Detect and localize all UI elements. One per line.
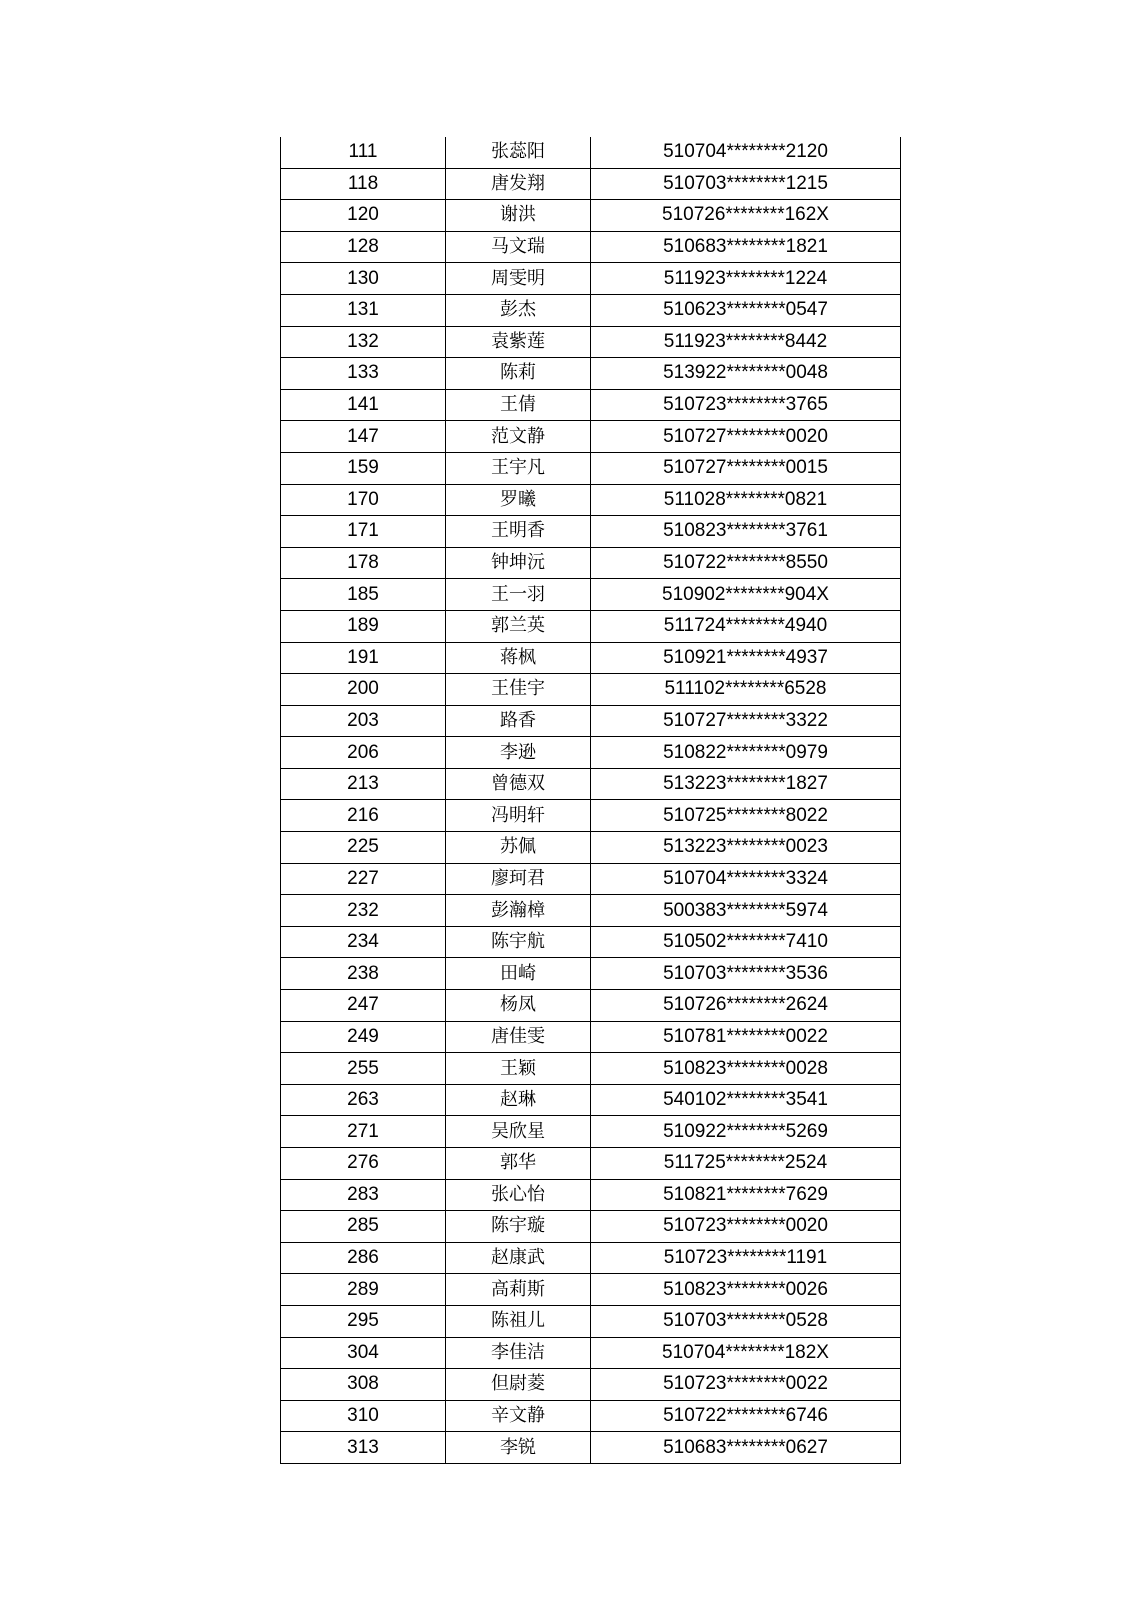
name-cell: 袁紫莲 <box>446 326 591 358</box>
name-cell: 杨凤 <box>446 990 591 1022</box>
row-number-cell: 310 <box>281 1400 446 1432</box>
table-row <box>281 168 901 200</box>
table-row <box>281 263 901 295</box>
row-number-cell: 308 <box>281 1369 446 1401</box>
name-cell: 彭杰 <box>446 294 591 326</box>
id-number-cell: 510722********8550 <box>591 547 901 579</box>
row-number-cell: 227 <box>281 863 446 895</box>
id-number-cell: 510922********5269 <box>591 1116 901 1148</box>
id-number-cell: 510502********7410 <box>591 926 901 958</box>
row-number-cell: 133 <box>281 358 446 390</box>
id-number-cell: 511028********0821 <box>591 484 901 516</box>
table-row <box>281 895 901 927</box>
roster-table <box>280 137 901 1464</box>
id-number-cell: 510821********7629 <box>591 1179 901 1211</box>
name-cell: 王宇凡 <box>446 452 591 484</box>
id-number-cell: 510823********3761 <box>591 516 901 548</box>
row-number-cell: 185 <box>281 579 446 611</box>
row-number-cell: 283 <box>281 1179 446 1211</box>
table-row <box>281 452 901 484</box>
row-number-cell: 295 <box>281 1305 446 1337</box>
row-number-cell: 313 <box>281 1432 446 1464</box>
row-number-cell: 147 <box>281 421 446 453</box>
row-number-cell: 213 <box>281 768 446 800</box>
row-number-cell: 130 <box>281 263 446 295</box>
id-number-cell: 510723********1191 <box>591 1242 901 1274</box>
table-row <box>281 579 901 611</box>
name-cell: 马文瑞 <box>446 231 591 263</box>
table-row <box>281 137 901 168</box>
name-cell: 郭兰英 <box>446 610 591 642</box>
row-number-cell: 206 <box>281 737 446 769</box>
name-cell: 路香 <box>446 705 591 737</box>
name-cell: 李逊 <box>446 737 591 769</box>
row-number-cell: 255 <box>281 1053 446 1085</box>
table-row <box>281 610 901 642</box>
name-cell: 但尉菱 <box>446 1369 591 1401</box>
table-row <box>281 200 901 232</box>
id-number-cell: 510725********8022 <box>591 800 901 832</box>
row-number-cell: 118 <box>281 168 446 200</box>
id-number-cell: 510623********0547 <box>591 294 901 326</box>
name-cell: 李佳洁 <box>446 1337 591 1369</box>
row-number-cell: 131 <box>281 294 446 326</box>
table-row <box>281 1179 901 1211</box>
id-number-cell: 510823********0028 <box>591 1053 901 1085</box>
id-number-cell: 511923********8442 <box>591 326 901 358</box>
name-cell: 张心怡 <box>446 1179 591 1211</box>
id-number-cell: 511102********6528 <box>591 674 901 706</box>
name-cell: 李锐 <box>446 1432 591 1464</box>
id-number-cell: 513223********0023 <box>591 832 901 864</box>
row-number-cell: 276 <box>281 1148 446 1180</box>
table-row <box>281 990 901 1022</box>
roster-table-body <box>281 137 901 1463</box>
name-cell: 谢洪 <box>446 200 591 232</box>
name-cell: 郭华 <box>446 1148 591 1180</box>
table-row <box>281 231 901 263</box>
name-cell: 张蕊阳 <box>446 137 591 168</box>
id-number-cell: 510823********0026 <box>591 1274 901 1306</box>
table-row <box>281 863 901 895</box>
name-cell: 蒋枫 <box>446 642 591 674</box>
id-number-cell: 510683********0627 <box>591 1432 901 1464</box>
id-number-cell: 511725********2524 <box>591 1148 901 1180</box>
name-cell: 陈祖儿 <box>446 1305 591 1337</box>
name-cell: 王倩 <box>446 389 591 421</box>
row-number-cell: 286 <box>281 1242 446 1274</box>
row-number-cell: 285 <box>281 1211 446 1243</box>
table-row <box>281 1116 901 1148</box>
name-cell: 钟坤沅 <box>446 547 591 579</box>
row-number-cell: 111 <box>281 137 446 168</box>
name-cell: 吴欣星 <box>446 1116 591 1148</box>
id-number-cell: 510726********2624 <box>591 990 901 1022</box>
id-number-cell: 510726********162X <box>591 200 901 232</box>
row-number-cell: 178 <box>281 547 446 579</box>
id-number-cell: 513922********0048 <box>591 358 901 390</box>
table-row <box>281 1242 901 1274</box>
table-row <box>281 1369 901 1401</box>
table-row <box>281 326 901 358</box>
id-number-cell: 513223********1827 <box>591 768 901 800</box>
id-number-cell: 510704********182X <box>591 1337 901 1369</box>
row-number-cell: 225 <box>281 832 446 864</box>
name-cell: 王颖 <box>446 1053 591 1085</box>
id-number-cell: 510722********6746 <box>591 1400 901 1432</box>
table-row <box>281 1400 901 1432</box>
table-row <box>281 1211 901 1243</box>
name-cell: 彭瀚樟 <box>446 895 591 927</box>
table-row <box>281 958 901 990</box>
id-number-cell: 510781********0022 <box>591 1021 901 1053</box>
row-number-cell: 232 <box>281 895 446 927</box>
id-number-cell: 500383********5974 <box>591 895 901 927</box>
name-cell: 冯明轩 <box>446 800 591 832</box>
row-number-cell: 216 <box>281 800 446 832</box>
name-cell: 周雯明 <box>446 263 591 295</box>
id-number-cell: 510902********904X <box>591 579 901 611</box>
id-number-cell: 510704********2120 <box>591 137 901 168</box>
id-number-cell: 510683********1821 <box>591 231 901 263</box>
name-cell: 罗曦 <box>446 484 591 516</box>
table-row <box>281 832 901 864</box>
name-cell: 唐佳雯 <box>446 1021 591 1053</box>
table-row <box>281 547 901 579</box>
table-row <box>281 294 901 326</box>
row-number-cell: 247 <box>281 990 446 1022</box>
table-row <box>281 737 901 769</box>
id-number-cell: 511724********4940 <box>591 610 901 642</box>
table-row <box>281 516 901 548</box>
table-row <box>281 642 901 674</box>
table-row <box>281 1084 901 1116</box>
table-row <box>281 389 901 421</box>
row-number-cell: 271 <box>281 1116 446 1148</box>
row-number-cell: 159 <box>281 452 446 484</box>
table-row <box>281 768 901 800</box>
table-row <box>281 1432 901 1464</box>
table-row <box>281 705 901 737</box>
table-row <box>281 421 901 453</box>
row-number-cell: 289 <box>281 1274 446 1306</box>
row-number-cell: 170 <box>281 484 446 516</box>
id-number-cell: 540102********3541 <box>591 1084 901 1116</box>
table-row <box>281 1148 901 1180</box>
row-number-cell: 120 <box>281 200 446 232</box>
row-number-cell: 234 <box>281 926 446 958</box>
id-number-cell: 511923********1224 <box>591 263 901 295</box>
name-cell: 王一羽 <box>446 579 591 611</box>
name-cell: 唐发翔 <box>446 168 591 200</box>
name-cell: 辛文静 <box>446 1400 591 1432</box>
id-number-cell: 510727********0020 <box>591 421 901 453</box>
row-number-cell: 189 <box>281 610 446 642</box>
id-number-cell: 510723********0020 <box>591 1211 901 1243</box>
id-number-cell: 510704********3324 <box>591 863 901 895</box>
row-number-cell: 128 <box>281 231 446 263</box>
table-row <box>281 484 901 516</box>
id-number-cell: 510703********1215 <box>591 168 901 200</box>
table-row <box>281 926 901 958</box>
name-cell: 廖珂君 <box>446 863 591 895</box>
id-number-cell: 510723********3765 <box>591 389 901 421</box>
id-number-cell: 510703********3536 <box>591 958 901 990</box>
id-number-cell: 510703********0528 <box>591 1305 901 1337</box>
name-cell: 曾德双 <box>446 768 591 800</box>
id-number-cell: 510727********3322 <box>591 705 901 737</box>
row-number-cell: 238 <box>281 958 446 990</box>
id-number-cell: 510921********4937 <box>591 642 901 674</box>
table-row <box>281 1053 901 1085</box>
table-row <box>281 1274 901 1306</box>
name-cell: 赵康武 <box>446 1242 591 1274</box>
name-cell: 田崎 <box>446 958 591 990</box>
row-number-cell: 191 <box>281 642 446 674</box>
table-row <box>281 800 901 832</box>
table-row <box>281 1021 901 1053</box>
row-number-cell: 171 <box>281 516 446 548</box>
name-cell: 陈宇璇 <box>446 1211 591 1243</box>
id-number-cell: 510822********0979 <box>591 737 901 769</box>
name-cell: 赵琳 <box>446 1084 591 1116</box>
row-number-cell: 200 <box>281 674 446 706</box>
table-row <box>281 1305 901 1337</box>
name-cell: 陈莉 <box>446 358 591 390</box>
table-row <box>281 1337 901 1369</box>
name-cell: 范文静 <box>446 421 591 453</box>
name-cell: 苏佩 <box>446 832 591 864</box>
row-number-cell: 304 <box>281 1337 446 1369</box>
row-number-cell: 263 <box>281 1084 446 1116</box>
id-number-cell: 510723********0022 <box>591 1369 901 1401</box>
name-cell: 陈宇航 <box>446 926 591 958</box>
row-number-cell: 141 <box>281 389 446 421</box>
table-row <box>281 674 901 706</box>
row-number-cell: 203 <box>281 705 446 737</box>
name-cell: 王明香 <box>446 516 591 548</box>
name-cell: 王佳宇 <box>446 674 591 706</box>
id-number-cell: 510727********0015 <box>591 452 901 484</box>
row-number-cell: 249 <box>281 1021 446 1053</box>
table-row <box>281 358 901 390</box>
row-number-cell: 132 <box>281 326 446 358</box>
name-cell: 高莉斯 <box>446 1274 591 1306</box>
